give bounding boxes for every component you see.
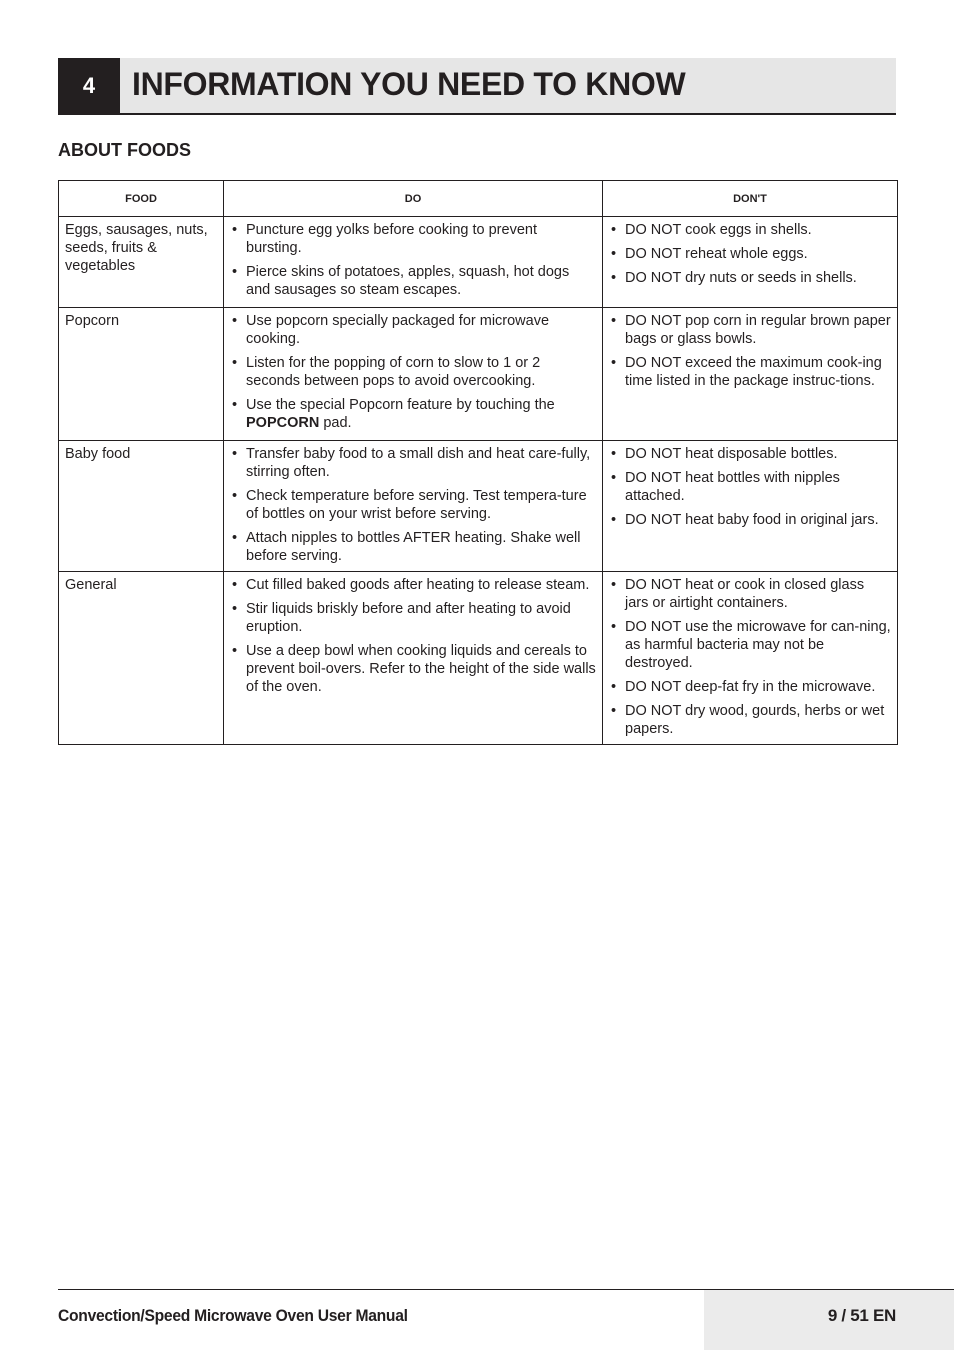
popcorn-pad-label: POPCORN (246, 415, 320, 431)
list-item: • Use popcorn specially packaged for microwave cooking. (230, 312, 596, 348)
do-list (230, 312, 596, 432)
do-list (230, 576, 596, 696)
list-item (230, 396, 596, 432)
column-header-dont: DON'T (603, 181, 898, 217)
list-item: • Check temperature before serving. Test tempera-ture of bottles on your wrist before serving. (230, 487, 596, 523)
list-item: • DO NOT heat baby food in original jars. (609, 511, 891, 529)
do-cell (224, 217, 603, 308)
list-item: • Listen for the popping of corn to slow to 1 or 2 seconds between pops to avoid overcooking. (230, 354, 596, 390)
footer-page-number: 9 / 51 EN (827, 1306, 896, 1325)
list-item: • DO NOT heat or cook in closed glass jars or airtight containers. (609, 576, 891, 612)
list-item: • DO NOT dry nuts or seeds in shells. (609, 269, 891, 287)
list-item: • DO NOT reheat whole eggs. (609, 245, 891, 263)
table-row (59, 308, 898, 441)
footer-manual-title: Convection/Speed Microwave Oven User Manual (58, 1306, 408, 1325)
list-item: • DO NOT cook eggs in shells. (609, 221, 891, 239)
list-item: • DO NOT heat bottles with nipples attached. (609, 469, 891, 505)
list-item: • Puncture egg yolks before cooking to prevent bursting. (230, 221, 596, 257)
dont-list (609, 576, 891, 738)
list-item: • DO NOT exceed the maximum cook-ing time listed in the package instruc-tions. (609, 354, 891, 390)
list-item: • DO NOT pop corn in regular brown paper bags or glass bowls. (609, 312, 891, 348)
do-cell (224, 441, 603, 572)
foods-table (58, 180, 898, 745)
list-item: • DO NOT heat disposable bottles. (609, 445, 891, 463)
popcorn-text-suffix: pad. (319, 415, 352, 431)
do-list (230, 445, 596, 565)
do-cell (224, 308, 603, 441)
list-item: • DO NOT use the microwave for can-ning, as harmful bacteria may not be destroyed. (609, 618, 891, 672)
table-row (59, 217, 898, 308)
dont-list (609, 312, 891, 390)
list-item: • Transfer baby food to a small dish and heat care-fully, stirring often. (230, 445, 596, 481)
dont-cell (603, 441, 898, 572)
section-title: INFORMATION YOU NEED TO KNOW (132, 66, 686, 102)
list-item: • DO NOT deep-fat fry in the microwave. (609, 678, 891, 696)
do-list (230, 221, 596, 299)
list-item: • Attach nipples to bottles AFTER heating. Shake well before serving. (230, 529, 596, 565)
subheading-about-foods: ABOUT FOODS (58, 140, 191, 160)
list-item: • Use a deep bowl when cooking liquids and cereals to prevent boil-overs. Refer to the height of the side walls of the oven. (230, 642, 596, 696)
table-row (59, 441, 898, 572)
do-cell (224, 572, 603, 745)
dont-cell (603, 308, 898, 441)
list-item: • Pierce skins of potatoes, apples, squash, hot dogs and sausages so steam escapes. (230, 263, 596, 299)
column-header-food: FOOD (59, 181, 224, 217)
column-header-do: DO (224, 181, 603, 217)
list-item: • Stir liquids briskly before and after heating to avoid eruption. (230, 600, 596, 636)
dont-list (609, 221, 891, 287)
section-number: 4 (58, 58, 120, 113)
food-cell: General (59, 572, 224, 745)
section-header (58, 58, 896, 115)
food-cell: Baby food (59, 441, 224, 572)
food-cell: Popcorn (59, 308, 224, 441)
dont-cell (603, 217, 898, 308)
food-cell: Eggs, sausages, nuts, seeds, fruits & vegetables (59, 217, 224, 308)
list-item: • DO NOT dry wood, gourds, herbs or wet papers. (609, 702, 891, 738)
table-header-row (59, 181, 898, 217)
popcorn-text-prefix: Use the special Popcorn feature by touching the (246, 397, 555, 413)
dont-list (609, 445, 891, 529)
list-item: • Cut filled baked goods after heating to release steam. (230, 576, 596, 594)
table-row (59, 572, 898, 745)
dont-cell (603, 572, 898, 745)
